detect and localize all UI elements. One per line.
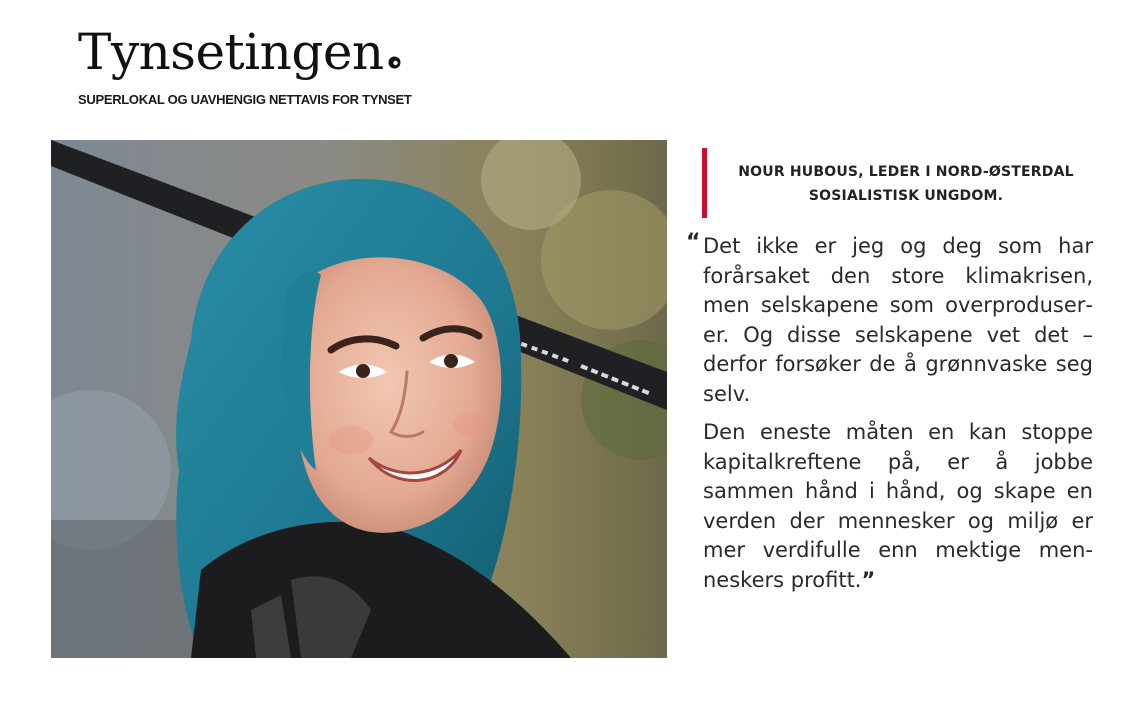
- quote-paragraph-2-text: Den eneste måten en kan stoppe kapitalkreftene på, er å jobbe sammen hånd i hånd, og skape en verden der mennesker og miljø er mer verdifulle enn mektige menneskers profitt.: [703, 420, 1093, 592]
- byline: [702, 148, 1094, 218]
- quote-paragraph-1: Det ikke er jeg og deg som har forårsaket den store klimakrisen, men selskapene som overproduserer. Og disse selskapene vet det – derfor forsøker de å grønnvaske seg selv.: [703, 234, 1093, 406]
- masthead: [78, 22, 412, 107]
- quote-block: [686, 230, 1093, 604]
- open-quote-mark: “: [686, 230, 701, 255]
- byline-line-1: NOUR HUBOUS, LEDER I NORD-ØSTERDAL: [738, 164, 1074, 180]
- close-quote-mark: ”: [861, 567, 876, 592]
- site-logo[interactable]: [78, 22, 412, 82]
- quote-paragraph-2: [703, 418, 1093, 595]
- portrait-photo: [51, 140, 667, 658]
- byline-text: [718, 160, 1094, 208]
- byline-line-2: SOSIALISTISK UNGDOM.: [808, 188, 1004, 204]
- accent-bar: [702, 148, 707, 218]
- portrait-illustration: [51, 140, 667, 658]
- site-title: Tynsetingen: [78, 23, 384, 81]
- site-tagline: SUPERLOKAL OG UAVHENGIG NETTAVIS FOR TYNSET: [78, 92, 412, 107]
- logo-mark-icon: [388, 56, 401, 69]
